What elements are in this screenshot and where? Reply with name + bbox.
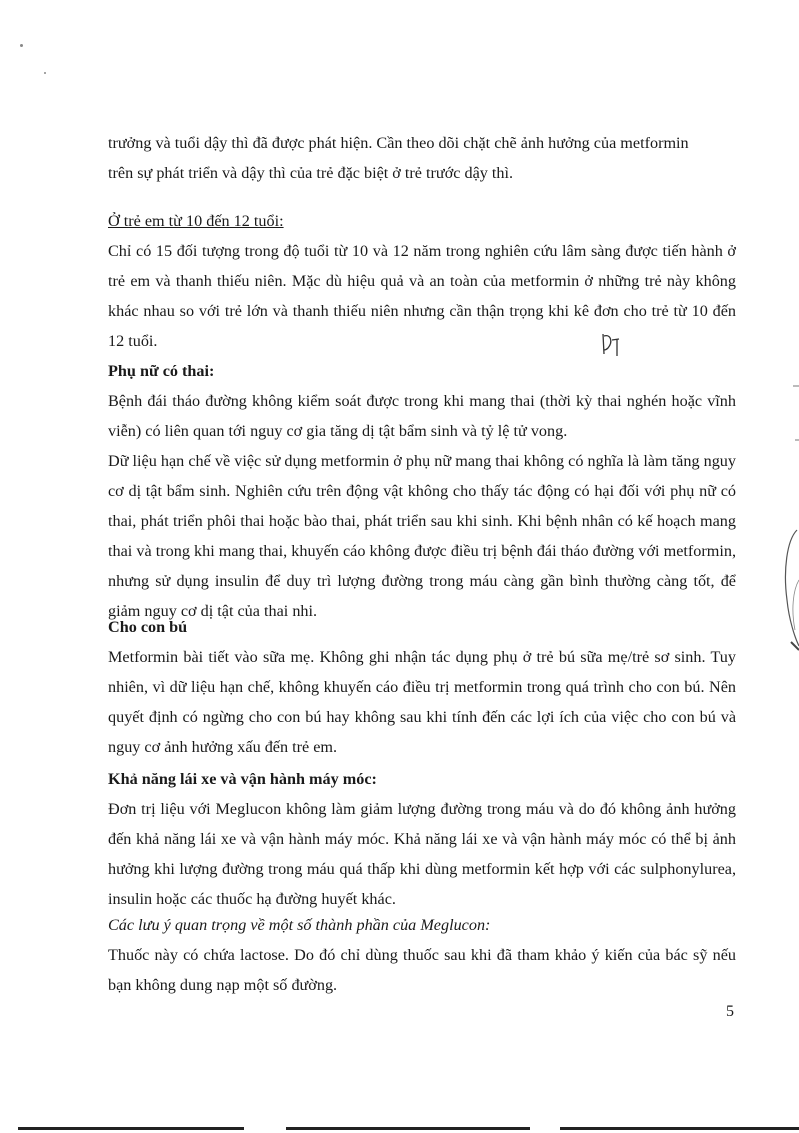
children-body: Chỉ có 15 đối tượng trong độ tuổi từ 10 và 12 năm trong nghiên cứu lâm sàng được tiến hành ở trẻ em và thanh thiếu niên. Mặc dù hiệu quả và an toàn của metformin ở những trẻ này không khác nhau so với trẻ lớn và thanh thiếu niên nhưng cần thận trọng khi kê đơn cho trẻ từ 10 đến 12 tuổi. [108,242,736,350]
intro-block [108,128,736,188]
footer-rule-left [18,1127,244,1130]
intro-line-1: trưởng và tuổi dậy thì đã được phát hiện. Cần theo dõi chặt chẽ ảnh hưởng của metformin [108,134,689,152]
driving-body: Đơn trị liệu với Meglucon không làm giảm lượng đường trong máu và do đó không ảnh hưởng đến khả năng lái xe và vận hành máy móc. Khả năng lái xe và vận hành máy móc có thể bị ảnh hưởng khi lượng đường trong máu quá thấp khi dùng metformin kết hợp với các sulphonylurea, insulin hoặc các thuốc hạ đường huyết khác. [108,800,736,908]
children-section [108,206,736,356]
stamp-edge-graphic [769,380,799,680]
page-number: 5 [726,1003,734,1020]
footer-rule-right [560,1127,799,1130]
breastfeeding-section [108,612,736,762]
driving-section [108,764,736,914]
pregnancy-heading: Phụ nữ có thai: [108,362,215,380]
pregnancy-para-1: Bệnh đái tháo đường không kiểm soát được trong khi mang thai (thời kỳ thai nghén hoặc vĩnh viễn) có liên quan tới nguy cơ gia tăng dị tật bẩm sinh và tỷ lệ tử vong. [108,392,736,440]
pregnancy-section [108,356,736,626]
ingredients-body: Thuốc này có chứa lactose. Do đó chỉ dùng thuốc sau khi đã tham khảo ý kiến của bác sỹ nếu bạn không dung nạp một số đường. [108,946,736,994]
scan-speck [20,44,23,47]
driving-heading: Khả năng lái xe và vận hành máy móc: [108,770,377,788]
stamp-edge [769,380,799,680]
pregnancy-para-2: Dữ liệu hạn chế về việc sử dụng metformin ở phụ nữ mang thai không có nghĩa là làm tăng nguy cơ dị tật bẩm sinh. Nghiên cứu trên động vật không cho thấy tác động có hại đối với phụ nữ có thai, phát triển phôi thai hoặc bào thai, phát triển sau khi sinh. Khi bệnh nhân có kế hoạch mang thai và trong khi mang thai, khuyến cáo không được điều trị bệnh đái tháo đường với metformin, nhưng sử dụng insulin để duy trì lượng đường trong máu càng gần bình thường càng tốt, để giảm nguy cơ dị tật của thai nhi. [108,452,736,620]
breastfeeding-body: Metformin bài tiết vào sữa mẹ. Không ghi nhận tác dụng phụ ở trẻ bú sữa mẹ/trẻ sơ sinh. Tuy nhiên, vì dữ liệu hạn chế, không khuyến cáo điều trị metformin trong quá trình cho con bú. Nên quyết định có ngừng cho con bú hay không sau khi tính đến các lợi ích của việc cho con bú và nguy cơ ảnh hưởng xấu đến trẻ em. [108,648,736,756]
children-heading: Ở trẻ em từ 10 đến 12 tuổi: [108,212,284,230]
footer-rule-middle [286,1127,530,1130]
intro-line-2: trên sự phát triển và dậy thì của trẻ đặc biệt ở trẻ trước dậy thì. [108,164,514,182]
ingredients-section [108,910,736,1000]
scan-speck [44,72,46,74]
ingredients-heading: Các lưu ý quan trọng về một số thành phần của Meglucon: [108,916,491,934]
breastfeeding-heading: Cho con bú [108,618,188,636]
